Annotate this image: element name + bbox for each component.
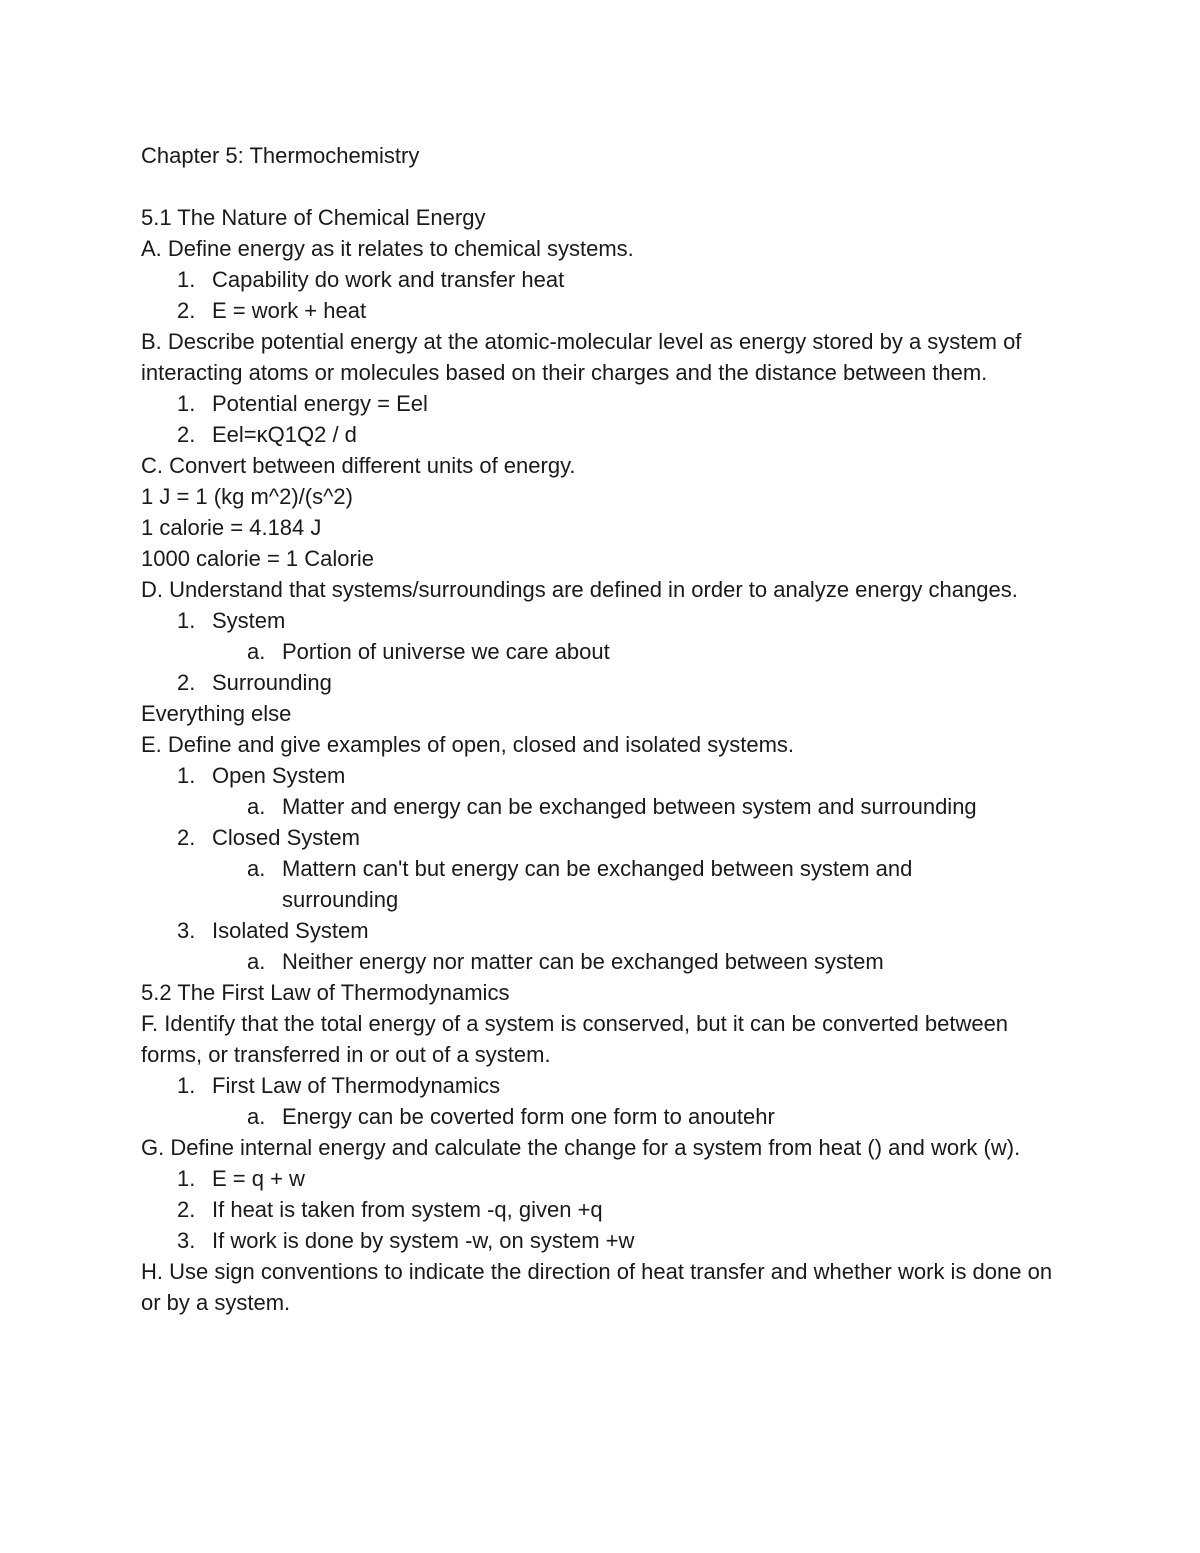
list-item-text: Capability do work and transfer heat xyxy=(212,267,565,292)
body-line: Everything else xyxy=(141,701,292,726)
list-item-text: Surrounding xyxy=(212,670,332,695)
objective-h: H. Use sign conventions to indicate the direction of heat transfer and whether work is done on or by a system. xyxy=(141,1259,1053,1315)
document-page xyxy=(141,140,1071,1318)
objective-a: A. Define energy as it relates to chemical systems. xyxy=(141,236,634,261)
list-item xyxy=(141,1225,1071,1256)
list-item xyxy=(141,915,1071,946)
conversion-line: 1 calorie = 4.184 J xyxy=(141,515,322,540)
list-item-text: Closed System xyxy=(212,825,360,850)
list-item-text: If work is done by system -w, on system +w xyxy=(212,1228,635,1253)
list-item xyxy=(141,1163,1071,1194)
list-marker: 1. xyxy=(177,267,196,292)
list-marker: 2. xyxy=(177,825,196,850)
list-item-text: Open System xyxy=(212,763,346,788)
sub-list-marker: a. xyxy=(247,794,266,819)
list-item-text: Eel=κQ1Q2 / d xyxy=(212,422,357,447)
list-item xyxy=(141,419,1071,450)
objective-g: G. Define internal energy and calculate the change for a system from heat () and work (w). xyxy=(141,1135,1021,1160)
list-item-text: Isolated System xyxy=(212,918,369,943)
section-heading-5-2: 5.2 The First Law of Thermodynamics xyxy=(141,980,510,1005)
list-item-text: System xyxy=(212,608,286,633)
list-item xyxy=(141,760,1071,791)
list-item xyxy=(141,264,1071,295)
list-item xyxy=(141,388,1071,419)
sub-list-item-text: Matter and energy can be exchanged between system and surrounding xyxy=(282,794,977,819)
list-item xyxy=(141,295,1071,326)
objective-d: D. Understand that systems/surroundings are defined in order to analyze energy changes. xyxy=(141,577,1018,602)
list-marker: 1. xyxy=(177,1073,196,1098)
list-marker: 1. xyxy=(177,763,196,788)
objective-c: C. Convert between different units of energy. xyxy=(141,453,576,478)
list-item-text: If heat is taken from system -q, given +q xyxy=(212,1197,603,1222)
list-marker: 3. xyxy=(177,1228,196,1253)
sub-list-item-text: Portion of universe we care about xyxy=(282,639,610,664)
objective-e: E. Define and give examples of open, closed and isolated systems. xyxy=(141,732,795,757)
sub-list-item xyxy=(141,1101,1071,1132)
list-item xyxy=(141,667,1071,698)
list-marker: 2. xyxy=(177,298,196,323)
sub-list-marker: a. xyxy=(247,1104,266,1129)
list-item-text: First Law of Thermodynamics xyxy=(212,1073,501,1098)
list-marker: 3. xyxy=(177,918,196,943)
list-marker: 1. xyxy=(177,1166,196,1191)
sub-list-item xyxy=(141,636,1071,667)
list-item xyxy=(141,1070,1071,1101)
sub-list-item xyxy=(141,946,1071,977)
sub-list-item-text: Energy can be coverted form one form to anoutehr xyxy=(282,1104,775,1129)
blank-line xyxy=(141,171,1071,202)
sub-list-item xyxy=(141,853,1071,915)
list-marker: 2. xyxy=(177,1197,196,1222)
list-item xyxy=(141,605,1071,636)
sub-list-marker: a. xyxy=(247,639,266,664)
list-item-text: E = work + heat xyxy=(212,298,367,323)
sub-list-item-text: Mattern can't but energy can be exchanged between system and surrounding xyxy=(282,856,913,912)
objective-b: B. Describe potential energy at the atomic-molecular level as energy stored by a system of interacting atoms or molecules based on their charges and the distance between them. xyxy=(141,329,1022,385)
objective-f: F. Identify that the total energy of a system is conserved, but it can be converted between forms, or transferred in or out of a system. xyxy=(141,1011,1009,1067)
conversion-line: 1000 calorie = 1 Calorie xyxy=(141,546,374,571)
list-item-text: Potential energy = Eel xyxy=(212,391,428,416)
sub-list-marker: a. xyxy=(247,856,266,881)
page-title: Chapter 5: Thermochemistry xyxy=(141,143,420,168)
list-marker: 1. xyxy=(177,608,196,633)
list-item-text: E = q + w xyxy=(212,1166,305,1191)
list-item xyxy=(141,1194,1071,1225)
list-marker: 2. xyxy=(177,670,196,695)
sub-list-item xyxy=(141,791,1071,822)
sub-list-marker: a. xyxy=(247,949,266,974)
section-heading-5-1: 5.1 The Nature of Chemical Energy xyxy=(141,205,486,230)
list-marker: 2. xyxy=(177,422,196,447)
list-item xyxy=(141,822,1071,853)
list-marker: 1. xyxy=(177,391,196,416)
sub-list-item-text: Neither energy nor matter can be exchanged between system xyxy=(282,949,884,974)
conversion-line: 1 J = 1 (kg m^2)/(s^2) xyxy=(141,484,353,509)
